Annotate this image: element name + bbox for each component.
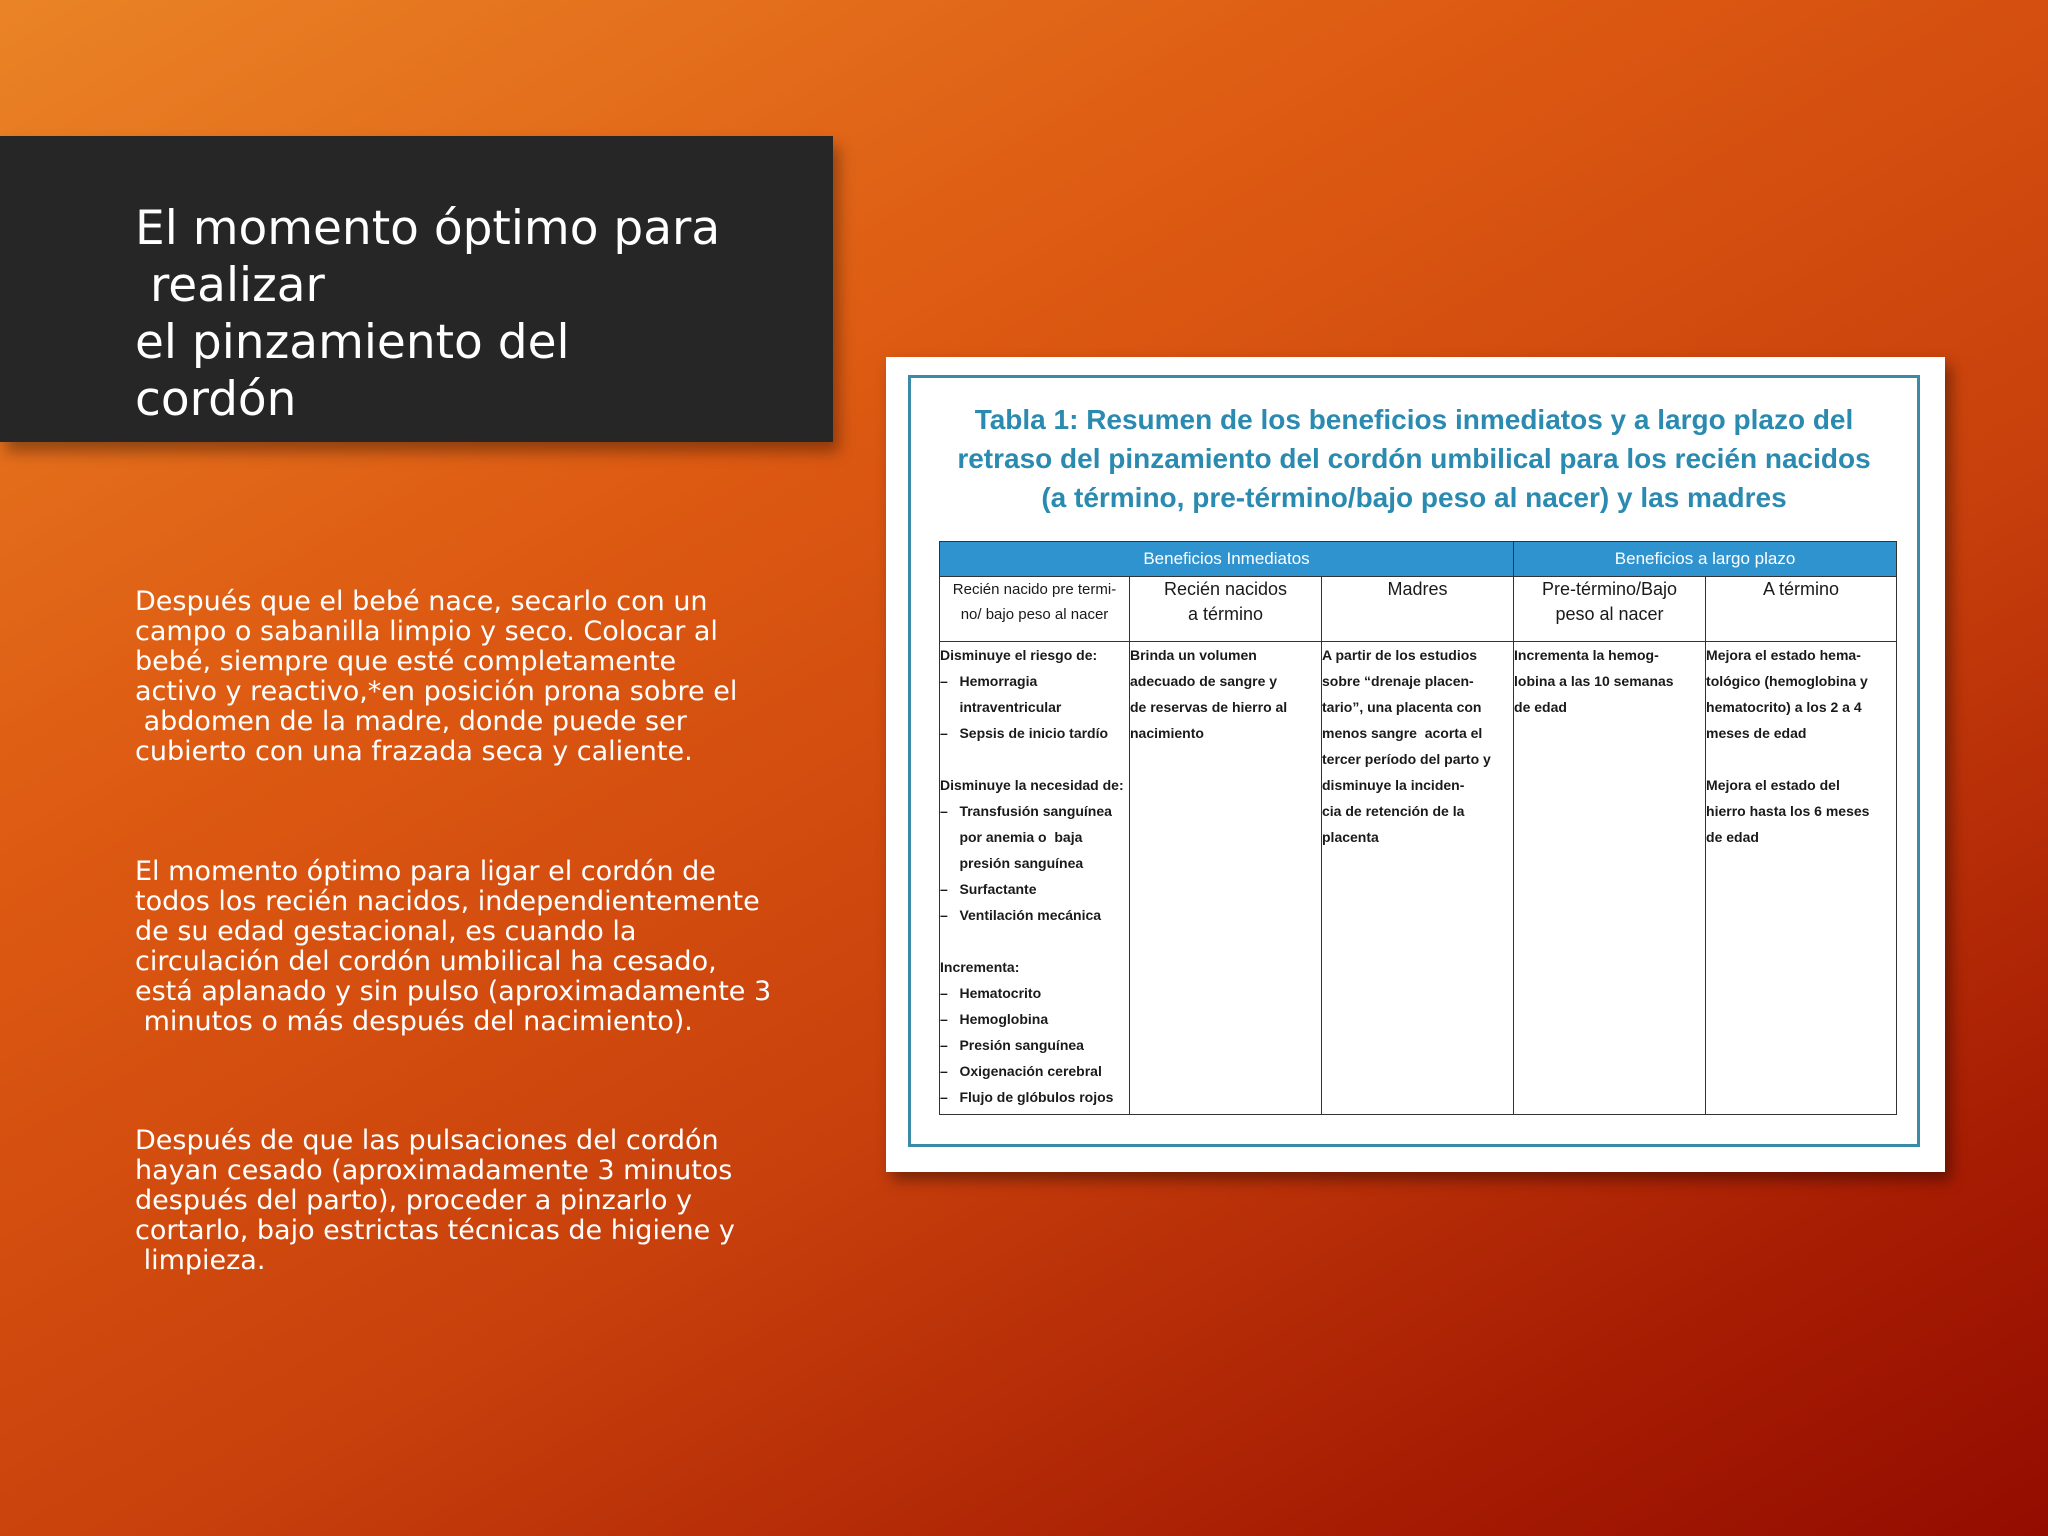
column-header-mothers xyxy=(1322,577,1514,642)
header-line: a término xyxy=(1187,604,1264,624)
table-row xyxy=(940,642,1897,1115)
column-header-term-long xyxy=(1706,577,1897,642)
cell-line: sobre “drenaje placen- xyxy=(1322,673,1474,689)
header-line: Pre-término/Bajo xyxy=(1542,579,1678,599)
cell-line: tológico (hemoglobina y xyxy=(1706,673,1868,689)
cell-line: – Flujo de glóbulos rojos xyxy=(940,1089,1114,1105)
cell-preterm xyxy=(940,642,1130,1115)
caption-line: (a término, pre-término/bajo peso al nacer) y las madres xyxy=(1041,482,1787,513)
title-line: el pinzamiento del xyxy=(135,315,570,370)
cell-line xyxy=(940,746,1129,772)
text-line: cubierto con una frazada seca y caliente. xyxy=(135,736,693,767)
text-line: Después que el bebé nace, secarlo con un xyxy=(135,586,708,617)
cell-line: Mejora el estado hema- xyxy=(1706,647,1861,663)
text-line: limpieza. xyxy=(135,1245,266,1276)
cell-line: Disminuye el riesgo de: xyxy=(940,647,1098,663)
header-line: Madres xyxy=(1387,579,1448,599)
text-line: circulación del cordón umbilical ha cesado, xyxy=(135,946,717,977)
cell-line: placenta xyxy=(1322,829,1379,845)
text-line: campo o sabanilla limpio y seco. Colocar al xyxy=(135,616,718,647)
benefits-table xyxy=(939,541,1897,1115)
text-line: de su edad gestacional, es cuando la xyxy=(135,916,637,947)
cell-line: presión sanguínea xyxy=(940,855,1084,871)
cell-line: Disminuye la necesidad de: xyxy=(940,777,1124,793)
table-caption xyxy=(911,400,1917,517)
cell-line: por anemia o baja xyxy=(940,829,1083,845)
text-line: cortarlo, bajo estrictas técnicas de higiene y xyxy=(135,1215,735,1246)
cell-line: tario”, una placenta con xyxy=(1322,699,1482,715)
cell-line: – Sepsis de inicio tardío xyxy=(940,725,1109,741)
column-header-term xyxy=(1130,577,1322,642)
cell-line: de edad xyxy=(1514,699,1567,715)
cell-line: Mejora el estado del xyxy=(1706,777,1840,793)
table-column-header-row xyxy=(940,577,1897,642)
cell-line: Incrementa: xyxy=(940,959,1020,975)
text-line: minutos o más después del nacimiento). xyxy=(135,1006,693,1037)
text-line: abdomen de la madre, donde puede ser xyxy=(135,706,687,737)
table-image xyxy=(886,357,1945,1172)
paragraph-optimal-moment xyxy=(135,857,795,1037)
cell-line: de edad xyxy=(1706,829,1759,845)
cell-line: – Oxigenación cerebral xyxy=(940,1063,1102,1079)
cell-preterm-long xyxy=(1514,642,1706,1115)
text-line: activo y reactivo,*en posición prona sobre el xyxy=(135,676,738,707)
group-header-long-term: Beneficios a largo plazo xyxy=(1514,542,1897,577)
group-header-immediate: Beneficios Inmediatos xyxy=(940,542,1514,577)
cell-line: lobina a las 10 semanas xyxy=(1514,673,1674,689)
header-line: no/ bajo peso al nacer xyxy=(960,606,1109,623)
cell-line: adecuado de sangre y xyxy=(1130,673,1278,689)
cell-line: menos sangre acorta el xyxy=(1322,725,1483,741)
cell-line: cia de retención de la xyxy=(1322,803,1465,819)
cell-line: – Transfusión sanguínea xyxy=(940,803,1112,819)
table-frame xyxy=(908,375,1920,1147)
cell-line xyxy=(1706,746,1896,772)
caption-line: Tabla 1: Resumen de los beneficios inmediatos y a largo plazo del xyxy=(974,404,1854,435)
cell-term xyxy=(1130,642,1322,1115)
text-line: después del parto), proceder a pinzarlo y xyxy=(135,1185,693,1216)
text-line: bebé, siempre que esté completamente xyxy=(135,646,677,677)
header-line: A término xyxy=(1763,579,1840,599)
cell-line: – Hemoglobina xyxy=(940,1011,1049,1027)
title-line: El momento óptimo para xyxy=(135,201,721,256)
text-line: Después de que las pulsaciones del cordón xyxy=(135,1125,719,1156)
cell-line: – Hemorragia xyxy=(940,673,1038,689)
text-line: hayan cesado (aproximadamente 3 minutos xyxy=(135,1155,733,1186)
header-line: Recién nacidos xyxy=(1163,579,1288,599)
cell-line: meses de edad xyxy=(1706,725,1807,741)
cell-line: – Ventilación mecánica xyxy=(940,907,1102,923)
slide-title xyxy=(135,200,825,428)
cell-line: Brinda un volumen xyxy=(1130,647,1257,663)
cell-line: tercer período del parto y xyxy=(1322,751,1491,767)
title-line: realizar xyxy=(135,258,325,313)
cell-line: hematocrito) a los 2 a 4 xyxy=(1706,699,1862,715)
cell-line: – Surfactante xyxy=(940,881,1037,897)
cell-line: intraventricular xyxy=(940,699,1062,715)
header-line: Recién nacido pre termi- xyxy=(952,581,1117,598)
text-line: todos los recién nacidos, independientemente xyxy=(135,886,760,917)
paragraph-drying-baby xyxy=(135,587,795,767)
cell-line: A partir de los estudios xyxy=(1322,647,1478,663)
table-group-header-row xyxy=(940,542,1897,577)
paragraph-clamping xyxy=(135,1126,795,1276)
column-header-preterm-long xyxy=(1514,577,1706,642)
column-header-preterm xyxy=(940,577,1130,642)
cell-term-long xyxy=(1706,642,1897,1115)
text-line: está aplanado y sin pulso (aproximadamente 3 xyxy=(135,976,772,1007)
caption-line: retraso del pinzamiento del cordón umbilical para los recién nacidos xyxy=(957,443,1871,474)
cell-line xyxy=(940,928,1129,954)
cell-line: nacimiento xyxy=(1130,725,1204,741)
cell-line: de reservas de hierro al xyxy=(1130,699,1288,715)
cell-line: – Presión sanguínea xyxy=(940,1037,1084,1053)
title-line: cordón xyxy=(135,372,297,427)
cell-line: – Hematocrito xyxy=(940,985,1042,1001)
cell-mothers xyxy=(1322,642,1514,1115)
text-line: El momento óptimo para ligar el cordón de xyxy=(135,856,716,887)
cell-line: hierro hasta los 6 meses xyxy=(1706,803,1870,819)
header-line: peso al nacer xyxy=(1555,604,1664,624)
cell-line: Incrementa la hemog- xyxy=(1514,647,1659,663)
cell-line: disminuye la inciden- xyxy=(1322,777,1465,793)
